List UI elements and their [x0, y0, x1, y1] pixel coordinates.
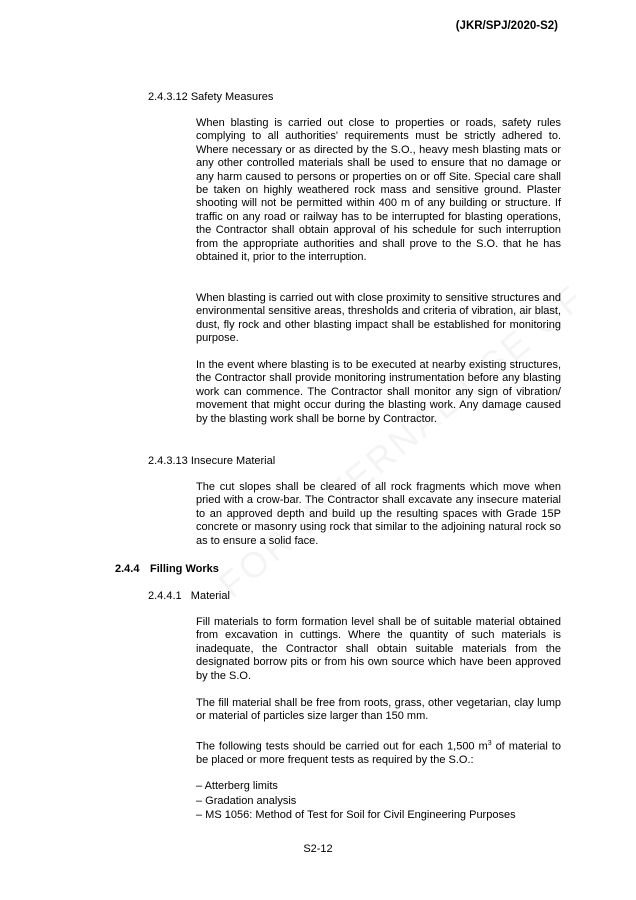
cubic-superscript: 3 — [487, 740, 492, 747]
insecure-material-paragraph: The cut slopes shall be cleared of all rock fragments which move when pried with a crow-bar. The Contractor shall excavate any insecure material to an approved depth and build up the resulting spaces with Grade 15P concrete or masonry using rock that similar to the adjoining natural rock so as to ensure a solid face. — [196, 481, 561, 547]
subsection-heading-material: 2.4.4.1 Material — [148, 590, 230, 602]
safety-measures-paragraph-1: When blasting is carried out close to properties or roads, safety rules complying to all authorities' requirements must be strictly adhered to. Where necessary or as directed by the S.O., heavy mesh blasting mats or any other controlled materials shall be used to ensure that no damage or any harm caused to persons or properties on or off Site. Special care shall be taken on highly weathered rock mass and sensitive ground. Plaster shooting will not be permitted within 400 m of any building or structure. If traffic on any road or railway has to be interrupted for blasting operations, the Contractor shall obtain approval of his schedule for such interruption from the appropriate authorities and shall prove to the S.O. that he has obtained it, prior to the interruption. — [196, 117, 561, 264]
tests-list — [196, 779, 576, 823]
material-paragraph-3 — [196, 737, 561, 767]
page-number: S2-12 — [303, 843, 333, 855]
tests-intro-text-cont: of material to be placed or more frequent tests as required by the S.O.: — [196, 740, 561, 767]
section-title: Filling Works — [150, 563, 219, 575]
list-item: – Gradation analysis — [196, 794, 297, 807]
safety-measures-paragraph-3: In the event where blasting is to be executed at nearby existing structures, the Contractor shall provide monitoring instrumentation before any blasting work can commence. The Contractor shall monitor any sign of vibration/ movement that might occur during the blasting work. Any damage caused by the blasting work shall be borne by Contractor. — [196, 359, 561, 425]
tests-intro-text: The following tests should be carried out for each 1,500 m — [196, 740, 488, 753]
subsection-heading-insecure-material: 2.4.3.13 Insecure Material — [148, 455, 276, 467]
material-paragraph-1: Fill materials to form formation level shall be of suitable material obtained from excavation in cuttings. Where the quantity of such materials is inadequate, the Contractor shall obtain suitable materials from the designated borrow pits or from his own source which have been approved by the S.O. — [196, 616, 561, 682]
subsection-heading-safety-measures: 2.4.3.12 Safety Measures — [148, 91, 274, 103]
list-item: – Atterberg limits — [196, 780, 278, 792]
section-heading-filling-works — [115, 563, 219, 575]
material-paragraph-2: The fill material shall be free from roots, grass, other vegetarian, clay lump or material of particles size larger than 150 mm. — [196, 697, 561, 723]
safety-measures-paragraph-2: When blasting is carried out with close proximity to sensitive structures and environmental sensitive areas, thresholds and criteria of vibration, air blast, dust, fly rock and other blasting impact shall be established for monitoring purpose. — [196, 292, 561, 345]
document-reference: (JKR/SPJ/2020-S2) — [455, 20, 558, 32]
list-item: – MS 1056: Method of Test for Soil for Civil Engineering Purposes — [196, 809, 516, 821]
section-number: 2.4.4 — [115, 563, 140, 575]
